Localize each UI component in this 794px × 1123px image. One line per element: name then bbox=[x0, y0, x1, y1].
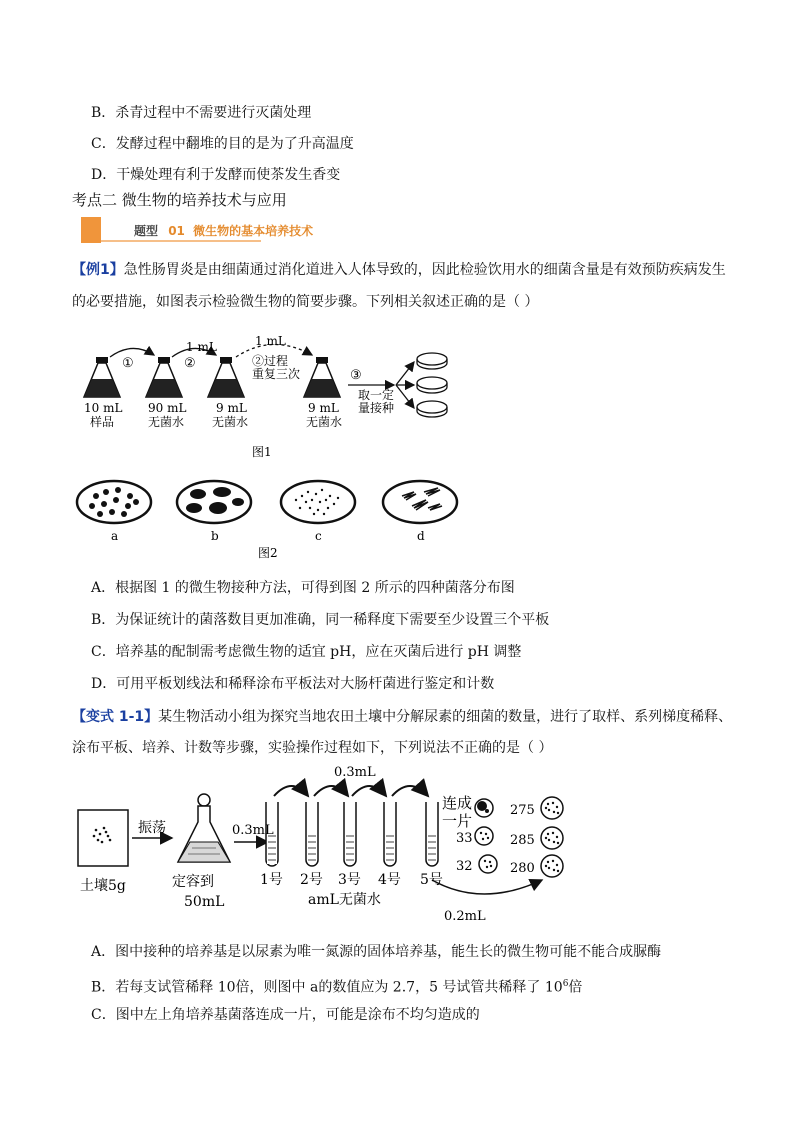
plate-d-label: d bbox=[417, 529, 425, 543]
repeat-line2: 重复三次 bbox=[252, 367, 301, 381]
figure3 bbox=[72, 762, 592, 927]
ex1-option-a: A．根据图 1 的微生物接种方法，可得到图 2 所示的四种菌落分布图 bbox=[91, 580, 515, 596]
flask4-label: 无菌水 bbox=[306, 415, 343, 429]
section-title: 考点二 微生物的培养技术与应用 bbox=[72, 191, 287, 209]
plate-d bbox=[383, 481, 457, 523]
var1-option-c: C．图中左上角培养基菌落连成一片，可能是涂布不均匀造成的 bbox=[91, 1007, 480, 1023]
option-c-top: C．发酵过程中翻堆的目的是为了升高温度 bbox=[91, 136, 354, 152]
variant1-line1 bbox=[72, 707, 732, 727]
example1-line1 bbox=[72, 260, 726, 280]
tube-4 bbox=[384, 802, 396, 866]
transfer-bottom-label: 0.2mL bbox=[444, 909, 486, 924]
inoc-line2: 量接种 bbox=[358, 401, 395, 415]
flask-3 bbox=[208, 357, 244, 397]
tube-5 bbox=[426, 802, 438, 866]
option-b-top: B．杀青过程中不需要进行灭菌处理 bbox=[91, 105, 312, 121]
type-heading bbox=[134, 222, 313, 239]
ex1-option-b: B．为保证统计的菌落数目更加准确，同一稀释度下需要至少设置三个平板 bbox=[91, 612, 550, 628]
figure2 bbox=[72, 478, 462, 563]
flask1-label: 样品 bbox=[90, 415, 115, 429]
step-2: ② bbox=[184, 356, 196, 371]
transfer-top-label: 0.3mL bbox=[334, 765, 376, 780]
shake-label: 振荡 bbox=[138, 820, 166, 836]
var1-option-b-text: B．若每支试管稀释 10倍，则图中 a的数值应为 2.7，5 号试管共稀释了 10 bbox=[91, 979, 563, 996]
tube-3 bbox=[344, 802, 356, 866]
ex1-option-d: D．可用平板划线法和稀释涂布平板法对大肠杆菌进行鉴定和计数 bbox=[91, 676, 495, 692]
tube-2 bbox=[306, 802, 318, 866]
inoc-line1: 取一定 bbox=[358, 388, 395, 402]
transfer-1: 1 mL bbox=[186, 340, 217, 354]
water-label: amL无菌水 bbox=[308, 892, 381, 908]
example1-text1: 急性肠胃炎是由细菌通过消化道进入人体导致的，因此检验饮用水的细菌含量是有效预防疾病发生 bbox=[123, 262, 726, 278]
plate-a bbox=[77, 481, 151, 523]
flask-line2: 50mL bbox=[184, 894, 225, 910]
var1-option-b-sup: 6 bbox=[562, 979, 569, 989]
tube2-label: 2号 bbox=[300, 872, 323, 888]
count-33: 33 bbox=[456, 831, 473, 846]
variant1-line2: 涂布平板、培养、计数等步骤，实验操作过程如下，下列说法不正确的是（ ） bbox=[72, 740, 553, 756]
merge-line2: 一片 bbox=[442, 812, 473, 830]
count-32: 32 bbox=[456, 859, 473, 874]
plate-b bbox=[177, 481, 251, 523]
flask1-vol: 10 mL bbox=[84, 401, 123, 415]
tube3-label: 3号 bbox=[338, 872, 361, 888]
tube1-label: 1号 bbox=[260, 872, 283, 888]
type-label: 题型 bbox=[134, 224, 159, 238]
tube4-label: 4号 bbox=[378, 872, 401, 888]
plate-merged bbox=[475, 799, 493, 817]
volumetric-flask bbox=[178, 794, 230, 862]
count-275: 275 bbox=[510, 803, 535, 818]
example1-tag: 【例1】 bbox=[72, 262, 124, 278]
plate-32 bbox=[479, 855, 497, 873]
flask-2 bbox=[146, 357, 182, 397]
type-number: 01 bbox=[168, 224, 185, 238]
flask2-label: 无菌水 bbox=[148, 415, 185, 429]
count-280: 280 bbox=[510, 861, 535, 876]
flask-4 bbox=[304, 357, 340, 397]
example1-line2: 的必要措施，如图表示检验微生物的简要步骤。下列相关叙述正确的是（ ） bbox=[72, 294, 539, 310]
figure2-caption: 图2 bbox=[258, 546, 278, 560]
plate-275 bbox=[541, 797, 563, 819]
repeat-line1: ②过程 bbox=[252, 354, 289, 368]
var1-option-b-after: 倍 bbox=[568, 979, 583, 996]
flask3-label: 无菌水 bbox=[212, 415, 249, 429]
plate-285 bbox=[541, 827, 563, 849]
soil-label: 土壤5g bbox=[80, 878, 126, 894]
tube5-label: 5号 bbox=[420, 872, 443, 888]
transfer-label: 0.3mL bbox=[232, 823, 274, 838]
plate-b-label: b bbox=[211, 529, 219, 543]
step-1: ① bbox=[122, 356, 134, 371]
variant1-tag: 【变式 1-1】 bbox=[72, 709, 159, 725]
petri-stack bbox=[417, 353, 447, 417]
flask2-vol: 90 mL bbox=[148, 401, 187, 415]
option-d-top: D．干燥处理有利于发酵而使茶发生香变 bbox=[91, 167, 341, 183]
plate-c bbox=[281, 481, 355, 523]
flask-line1: 定容到 bbox=[172, 874, 214, 890]
flask4-vol: 9 mL bbox=[308, 401, 339, 415]
heading-underline bbox=[81, 240, 261, 242]
plate-c-label: c bbox=[315, 529, 322, 543]
flask3-vol: 9 mL bbox=[216, 401, 247, 415]
flask-1 bbox=[84, 357, 120, 397]
step-3: ③ bbox=[350, 368, 362, 383]
figure1 bbox=[80, 335, 480, 465]
figure1-caption: 图1 bbox=[252, 445, 272, 459]
soil-sample bbox=[78, 810, 128, 866]
plate-280 bbox=[541, 855, 563, 877]
plate-33 bbox=[475, 827, 493, 845]
merge-line1: 连成 bbox=[442, 794, 473, 812]
type-title: 微生物的基本培养技术 bbox=[193, 224, 314, 238]
var1-option-b bbox=[91, 974, 582, 998]
variant1-text1: 某生物活动小组为探究当地农田土壤中分解尿素的细菌的数量，进行了取样、系列梯度稀释、 bbox=[158, 709, 733, 725]
count-285: 285 bbox=[510, 833, 535, 848]
transfer-2: 1 mL bbox=[255, 335, 286, 348]
plate-a-label: a bbox=[111, 529, 119, 543]
var1-option-a: A．图中接种的培养基是以尿素为唯一氮源的固体培养基，能生长的微生物可能不能合成脲酶 bbox=[91, 944, 662, 960]
ex1-option-c: C．培养基的配制需考虑微生物的适宜 pH，应在灭菌后进行 pH 调整 bbox=[91, 644, 522, 660]
